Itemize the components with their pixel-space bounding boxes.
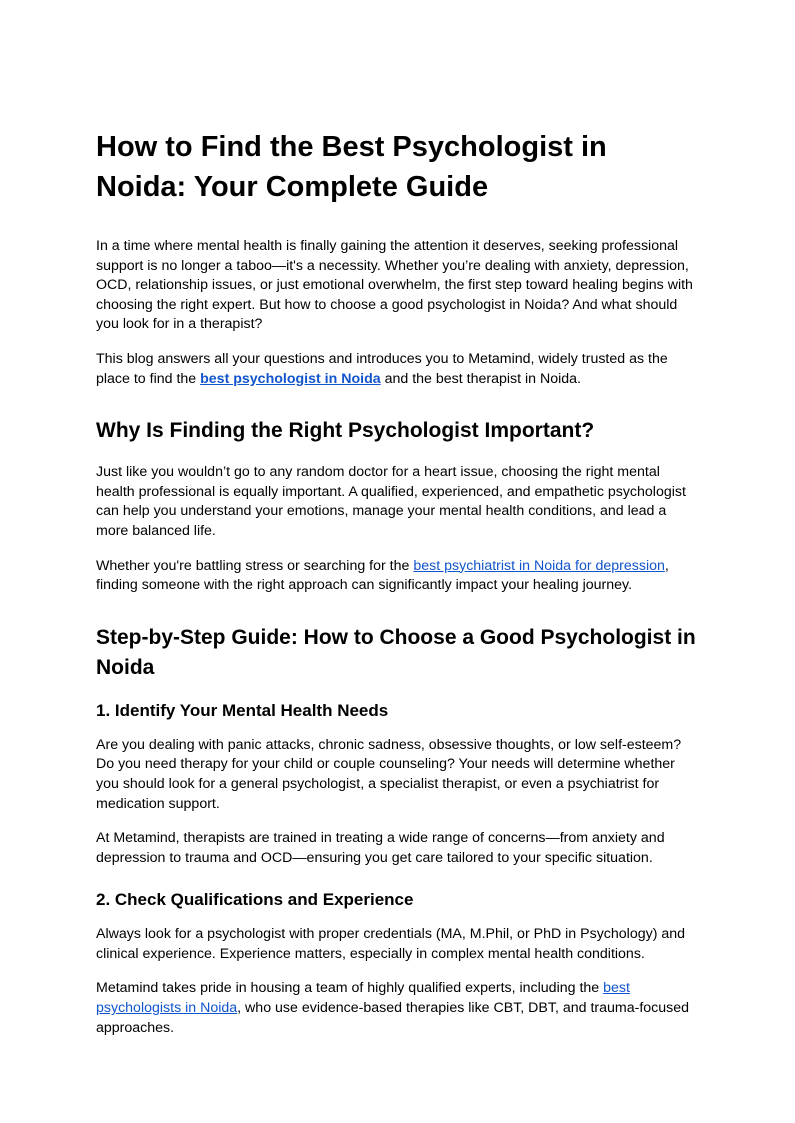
section-heading-guide: Step-by-Step Guide: How to Choose a Good Psychologist in Noida xyxy=(96,625,696,679)
document-content xyxy=(96,127,700,1053)
step-2-paragraph-2 xyxy=(96,979,700,1038)
step-1-paragraph-2: At Metamind, therapists are trained in treating a wide range of concerns—from anxiety and depression to trauma and OCD—ensuring you get care tailored to your specific situation. xyxy=(96,830,665,866)
page-title: How to Find the Best Psychologist in Noida: Your Complete Guide xyxy=(96,131,607,203)
step-2-paragraph-1: Always look for a psychologist with proper credentials (MA, M.Phil, or PhD in Psychology) and clinical experience. Experience matters, especially in complex mental health conditions. xyxy=(96,926,686,962)
best-psychologist-link[interactable]: best psychologist in Noida xyxy=(200,370,381,387)
step-1-heading: 1. Identify Your Mental Health Needs xyxy=(96,700,389,720)
section-heading-why: Why Is Finding the Right Psychologist Important? xyxy=(96,419,595,443)
step-2-paragraph-2-text-b: , who use evidence-based therapies like CBT, DBT, and trauma-focused approaches. xyxy=(96,1000,690,1036)
step-2-paragraph-2-text-a: Metamind takes pride in housing a team of highly qualified experts, including the xyxy=(96,980,604,997)
best-psychologists-link[interactable]: best psychologists in Noida xyxy=(96,980,630,1017)
intro-paragraph-1: In a time where mental health is finally gaining the attention it deserves, seeking professional support is no longer a taboo—it's a necessity. Whether you’re dealing with anxiety, depression, OCD, relationship issues, or just emotional overwhelm, the first step toward healing begins with choosing the right expert. But how to choose a good psychologist in Noida? And what should you look for in a therapist? xyxy=(96,238,693,333)
step-1-paragraph-1: Are you dealing with panic attacks, chronic sadness, obsessive thoughts, or low self-esteem? Do you need therapy for your child or couple counseling? Your needs will determine whether you should look for a general psychologist, a specialist therapist, or even a psychiatrist for medication support. xyxy=(96,736,682,812)
intro-paragraph-2 xyxy=(96,350,700,389)
why-paragraph-2-text-a: Whether you're battling stress or searching for the xyxy=(96,557,414,574)
step-2-heading: 2. Check Qualifications and Experience xyxy=(96,890,414,910)
why-paragraph-2 xyxy=(96,557,700,596)
why-paragraph-1: Just like you wouldn’t go to any random doctor for a heart issue, choosing the right mental health professional is equally important. A qualified, experienced, and empathetic psychologist can help you understand your emotions, manage your mental health conditions, and lead a more balanced life. xyxy=(96,464,686,539)
best-psychiatrist-depression-link[interactable]: best psychiatrist in Noida for depression xyxy=(413,557,665,574)
intro-paragraph-2-text-b: and the best therapist in Noida. xyxy=(380,370,581,387)
intro-paragraph-2-text-a: This blog answers all your questions and introduces you to Metamind, widely trusted as the place to find the xyxy=(96,350,668,387)
why-paragraph-2-text-b: , finding someone with the right approach can significantly impact your healing journey. xyxy=(96,557,669,594)
